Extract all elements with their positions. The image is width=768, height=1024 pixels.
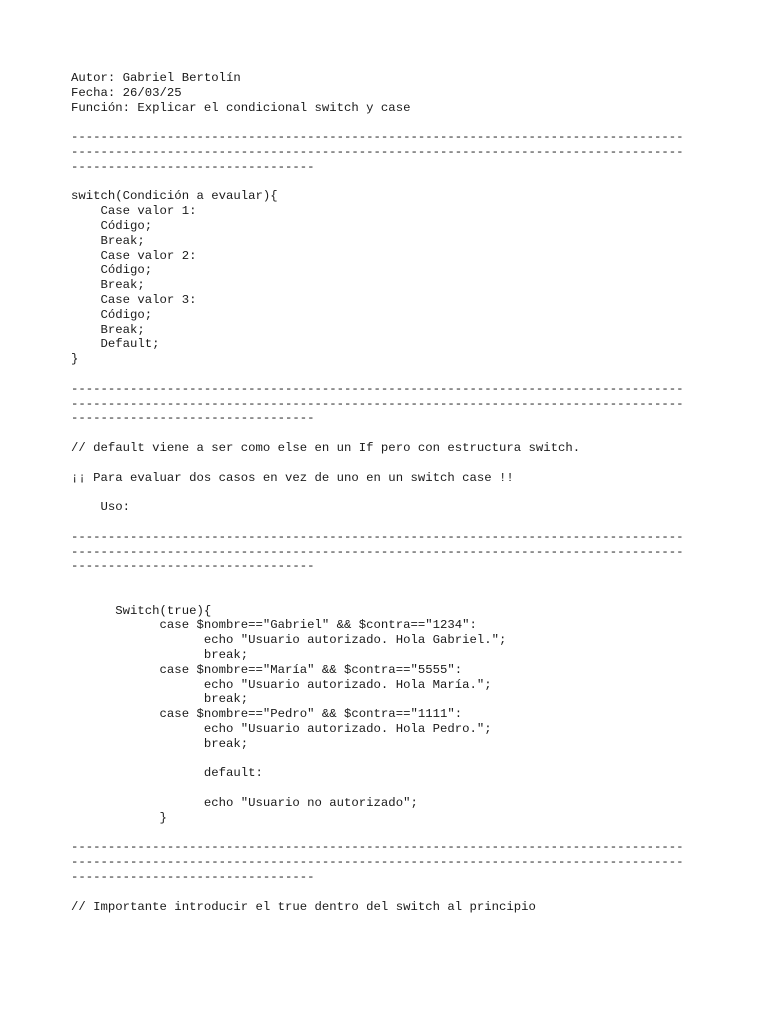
default-comment: // default viene a ser como else en un If pero con estructura switch.	[71, 440, 581, 455]
separator-line: ---------------------------------	[71, 159, 315, 174]
separator	[71, 130, 711, 174]
footer-note: // Importante introducir el true dentro del switch al principio	[71, 899, 536, 914]
code-line: echo "Usuario no autorizado";	[71, 796, 418, 811]
code-line: break;	[71, 692, 249, 707]
separator	[71, 840, 711, 884]
code-line: Break;	[71, 278, 145, 293]
code-line: Código;	[71, 263, 153, 278]
code-line	[71, 752, 711, 767]
code-line: Case valor 1:	[71, 204, 197, 219]
separator-line: ---------------------------------	[71, 559, 315, 574]
separator-line: -----------------------------------------------------------------------------------	[71, 544, 684, 559]
document-page	[71, 71, 711, 914]
separator-line: -----------------------------------------------------------------------------------	[71, 130, 684, 145]
code-line: Break;	[71, 233, 145, 248]
code-line: }	[71, 352, 79, 367]
separator-line: -----------------------------------------------------------------------------------	[71, 396, 684, 411]
code-line	[71, 781, 711, 796]
separator	[71, 382, 711, 426]
example-code-block	[71, 604, 711, 826]
code-line: break;	[71, 736, 249, 751]
separator-line: -----------------------------------------------------------------------------------	[71, 381, 684, 396]
code-line: }	[71, 810, 167, 825]
usage-label: Uso:	[71, 500, 131, 515]
purpose-line: Función: Explicar el condicional switch y case	[71, 100, 411, 115]
separator-line: -----------------------------------------------------------------------------------	[71, 855, 684, 870]
code-line: echo "Usuario autorizado. Hola Pedro.";	[71, 722, 492, 737]
code-line: echo "Usuario autorizado. Hola Gabriel.";	[71, 633, 507, 648]
separator-line: -----------------------------------------------------------------------------------	[71, 840, 684, 855]
separator-line: -----------------------------------------------------------------------------------	[71, 529, 684, 544]
code-line: echo "Usuario autorizado. Hola María.";	[71, 677, 492, 692]
separator-line: ---------------------------------	[71, 870, 315, 885]
separator	[71, 530, 711, 574]
date-line: Fecha: 26/03/25	[71, 85, 182, 100]
code-line: Default;	[71, 337, 160, 352]
code-line: Switch(true){	[71, 603, 212, 618]
separator-line: -----------------------------------------------------------------------------------	[71, 144, 684, 159]
separator-line: ---------------------------------	[71, 411, 315, 426]
two-cases-title: ¡¡ Para evaluar dos casos en vez de uno en un switch case !!	[71, 470, 514, 485]
code-line: case $nombre=="María" && $contra=="5555":	[71, 662, 463, 677]
code-line: Case valor 3:	[71, 292, 197, 307]
code-line: Código;	[71, 218, 153, 233]
code-line: case $nombre=="Gabriel" && $contra=="1234":	[71, 618, 477, 633]
author-line: Autor: Gabriel Bertolín	[71, 71, 241, 85]
code-line: default:	[71, 766, 263, 781]
code-line: case $nombre=="Pedro" && $contra=="1111":	[71, 707, 463, 722]
code-line: Case valor 2:	[71, 248, 197, 263]
code-line: Código;	[71, 307, 153, 322]
code-line: Break;	[71, 322, 145, 337]
code-line: break;	[71, 648, 249, 663]
syntax-code-block	[71, 189, 711, 367]
code-line: switch(Condición a evaular){	[71, 189, 278, 204]
